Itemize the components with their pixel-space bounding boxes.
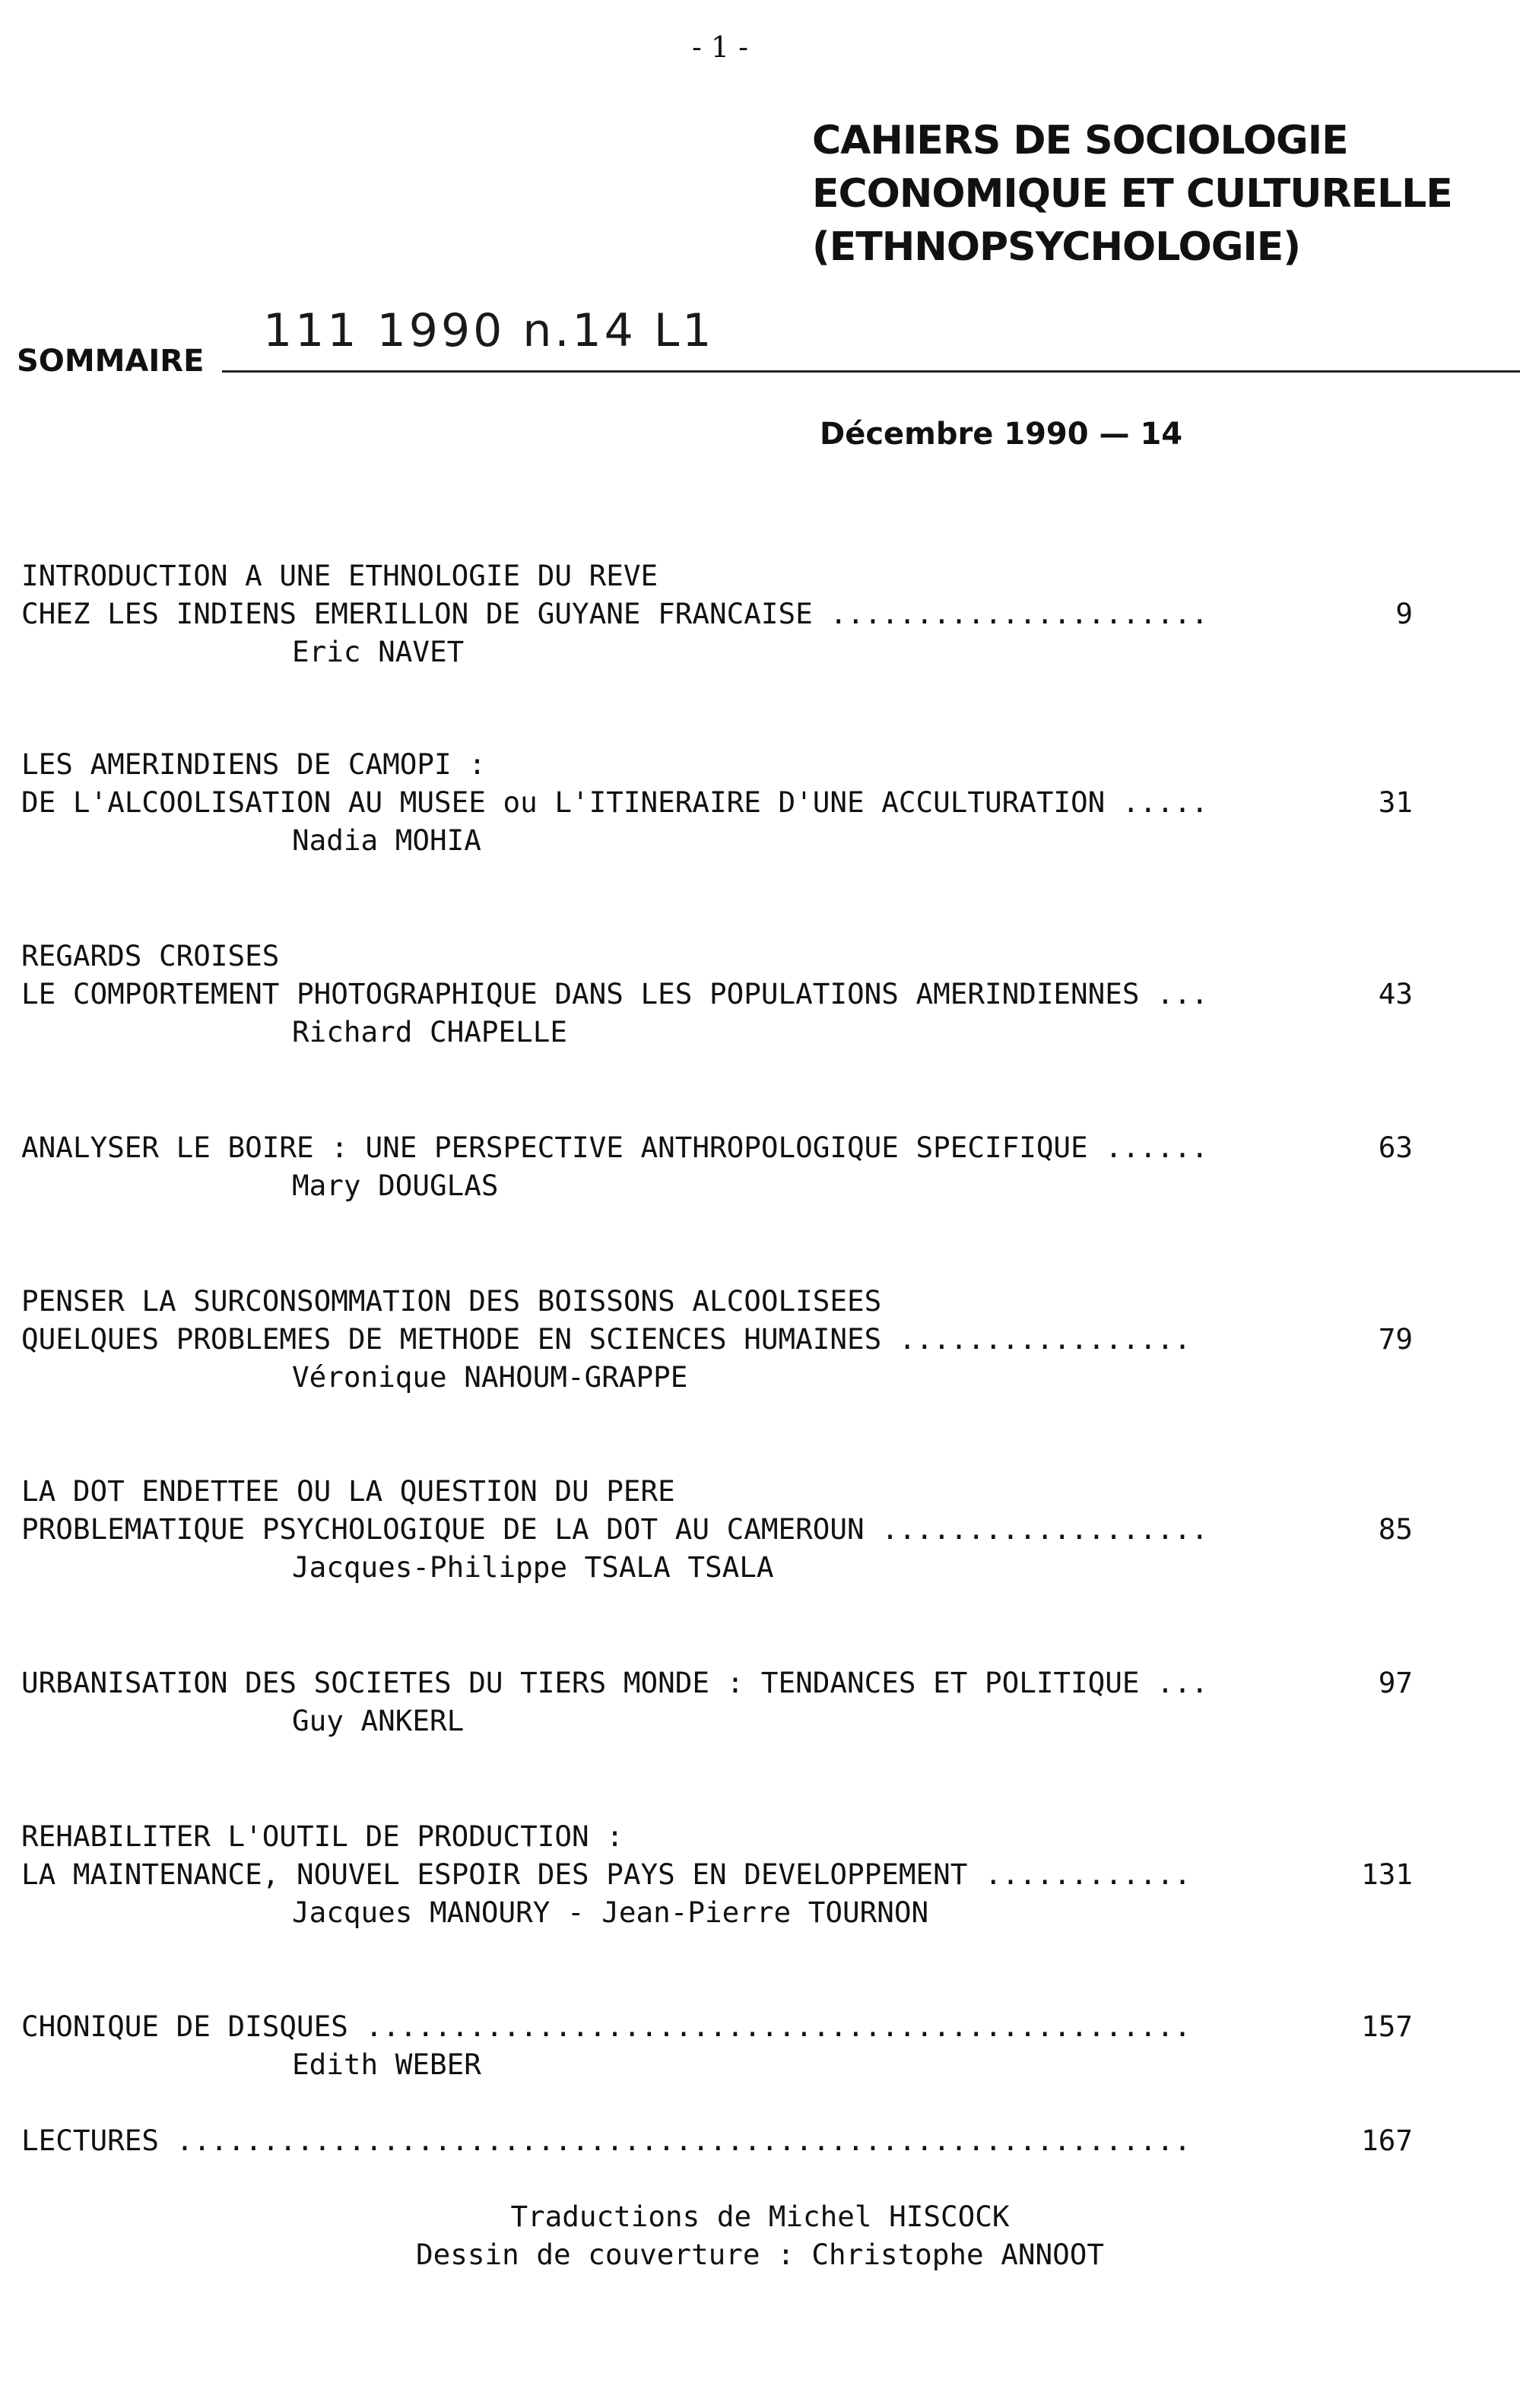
entry-page-number: 9: [1395, 597, 1413, 630]
entry-author: Edith WEBER: [292, 2048, 481, 2081]
journal-title-line-2: ECONOMIQUE ET CULTURELLE: [812, 171, 1452, 217]
entry-title-line: URBANISATION DES SOCIETES DU TIERS MONDE : TENDANCES ET POLITIQUE ...: [21, 1666, 1209, 1699]
entry-page-number: 157: [1361, 2010, 1413, 2043]
entry-title-line: REGARDS CROISES: [21, 939, 280, 972]
entry-title-line: QUELQUES PROBLEMES DE METHODE EN SCIENCES HUMAINES .................: [21, 1322, 1192, 1356]
header-rule: [222, 370, 1520, 373]
toc-entry: [21, 937, 1413, 1051]
toc-entry: [21, 1472, 1413, 1586]
entry-title-line: PENSER LA SURCONSOMMATION DES BOISSONS ALCOOLISEES: [21, 1284, 882, 1318]
entry-author: Jacques-Philippe TSALA TSALA: [292, 1550, 774, 1584]
entry-page-number: 167: [1361, 2124, 1413, 2157]
entry-author: Guy ANKERL: [292, 1704, 465, 1737]
entry-author: Mary DOUGLAS: [292, 1169, 499, 1202]
entry-author: Eric NAVET: [292, 635, 465, 668]
entry-title-line: LECTURES ...........................................................: [21, 2124, 1192, 2157]
handwritten-reference-note: 111 1990 n.14 L1: [263, 304, 715, 357]
credits: [0, 2197, 1520, 2273]
translation-credit: Traductions de Michel HISCOCK: [510, 2200, 1010, 2233]
toc-entry: [21, 1817, 1413, 1931]
toc-entry: [21, 745, 1413, 859]
entry-title-line: CHONIQUE DE DISQUES ................................................: [21, 2010, 1192, 2043]
entry-title-line: LE COMPORTEMENT PHOTOGRAPHIQUE DANS LES POPULATIONS AMERINDIENNES ...: [21, 977, 1209, 1010]
entry-title-line: ANALYSER LE BOIRE : UNE PERSPECTIVE ANTHROPOLOGIQUE SPECIFIQUE ......: [21, 1131, 1209, 1164]
sommaire-label: SOMMAIRE: [17, 344, 205, 379]
toc-entry: [21, 1128, 1413, 1204]
journal-title-line-1: CAHIERS DE SOCIOLOGIE: [812, 118, 1348, 163]
journal-title-line-3: (ETHNOPSYCHOLOGIE): [812, 224, 1301, 270]
entry-author: Véronique NAHOUM-GRAPPE: [292, 1360, 688, 1394]
toc-entry: [21, 1282, 1413, 1396]
toc-entry: [21, 2007, 1413, 2083]
entry-page-number: 79: [1378, 1322, 1413, 1356]
cover-credit: Dessin de couverture : Christophe ANNOOT: [416, 2238, 1104, 2271]
entry-title-line: LES AMERINDIENS DE CAMOPI :: [21, 747, 486, 781]
entry-page-number: 63: [1378, 1131, 1413, 1164]
entry-title-line: PROBLEMATIQUE PSYCHOLOGIQUE DE LA DOT AU CAMEROUN ...................: [21, 1512, 1209, 1546]
entry-title-line: LA MAINTENANCE, NOUVEL ESPOIR DES PAYS EN DEVELOPPEMENT ............: [21, 1858, 1192, 1891]
toc-entry: [21, 1664, 1413, 1740]
entry-title-line: INTRODUCTION A UNE ETHNOLOGIE DU REVE: [21, 559, 658, 592]
entry-page-number: 31: [1378, 785, 1413, 819]
entry-title-line: CHEZ LES INDIENS EMERILLON DE GUYANE FRANCAISE ......................: [21, 597, 1209, 630]
entry-page-number: 97: [1378, 1666, 1413, 1699]
entry-title-line: REHABILITER L'OUTIL DE PRODUCTION :: [21, 1819, 624, 1853]
entry-author: Richard CHAPELLE: [292, 1015, 567, 1049]
entry-author: Nadia MOHIA: [292, 823, 481, 857]
journal-title: [812, 114, 1452, 274]
entry-page-number: 85: [1378, 1512, 1413, 1546]
page-number: - 1 -: [692, 30, 749, 64]
entry-title-line: LA DOT ENDETTEE OU LA QUESTION DU PERE: [21, 1474, 675, 1508]
issue-date: Décembre 1990 — 14: [820, 417, 1183, 452]
toc-entry: [21, 557, 1413, 671]
entry-page-number: 131: [1361, 1858, 1413, 1891]
toc-entry: [21, 2121, 1413, 2159]
entry-page-number: 43: [1378, 977, 1413, 1010]
entry-title-line: DE L'ALCOOLISATION AU MUSEE ou L'ITINERAIRE D'UNE ACCULTURATION .....: [21, 785, 1209, 819]
entry-author: Jacques MANOURY - Jean-Pierre TOURNON: [292, 1896, 929, 1929]
